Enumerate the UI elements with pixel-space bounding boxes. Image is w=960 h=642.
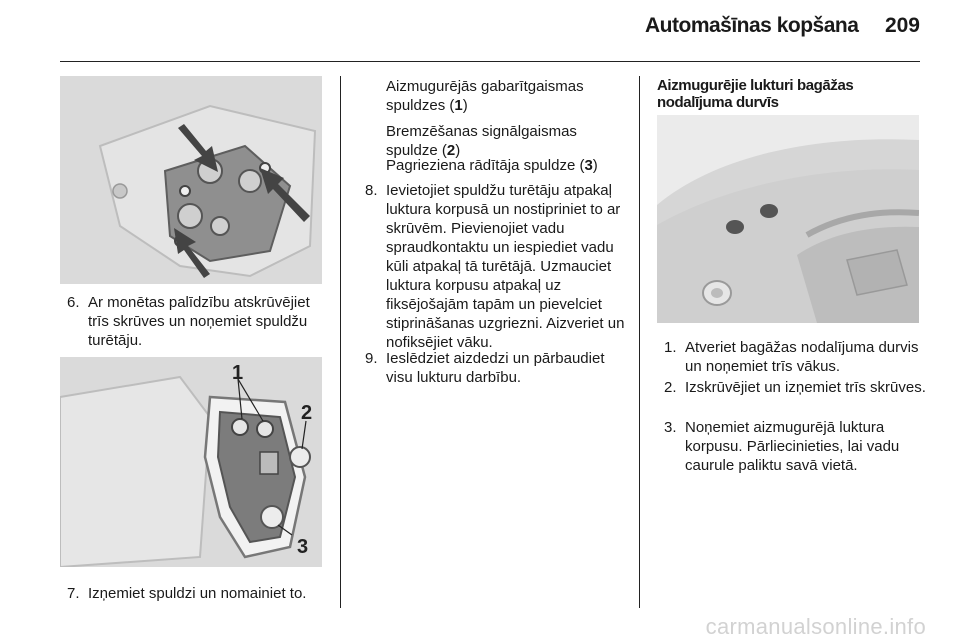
step-7 bbox=[67, 584, 335, 603]
header-rule bbox=[60, 61, 920, 62]
column-divider-left bbox=[340, 76, 341, 608]
step-right-1-text: Atveriet bagāžas nodalījuma durvis un noņemiet trīs vākus. bbox=[685, 339, 919, 375]
bulb-label-1: 1 bbox=[232, 362, 244, 384]
step-right-2 bbox=[664, 378, 926, 397]
section-heading: Aizmugurējie lukturi bagāžas nodalījuma durvīs bbox=[657, 77, 854, 111]
figure-tailgate-interior bbox=[657, 115, 919, 323]
step-6-number: 6. bbox=[67, 294, 80, 311]
figure-bulb-positions-illustration bbox=[60, 357, 322, 567]
bulb-description-2: Bremzēšanas signālgaismas spuldze (2) bbox=[386, 123, 577, 159]
bulb-label-2: 2 bbox=[301, 402, 313, 424]
step-right-2-text: Izskrūvējiet un izņemiet trīs skrūves. bbox=[685, 379, 926, 396]
step-9 bbox=[365, 349, 633, 387]
step-6 bbox=[67, 293, 329, 350]
figure-bulb-positions bbox=[60, 357, 322, 567]
step-8 bbox=[365, 181, 633, 352]
site-watermark: carmanualsonline.info bbox=[705, 614, 926, 639]
step-right-1 bbox=[664, 338, 926, 376]
page-number: 209 bbox=[884, 14, 920, 37]
step-9-number: 9. bbox=[365, 350, 378, 367]
bulb-description-3: Pagrieziena rādītāja spuldze (3) bbox=[386, 157, 598, 174]
chapter-title: Automašīnas kopšana bbox=[645, 14, 859, 37]
bulb-label-3: 3 bbox=[297, 536, 309, 558]
step-7-text: Izņemiet spuldzi un nomainiet to. bbox=[88, 585, 307, 602]
step-9-text: Ieslēdziet aizdedzi un pārbaudiet visu lukturu darbību. bbox=[386, 350, 605, 386]
step-right-3-number: 3. bbox=[664, 419, 677, 436]
step-right-3-text: Noņemiet aizmugurējā luktura korpusu. Pārliecinieties, lai vadu caurule paliktu savā vietā. bbox=[685, 419, 900, 474]
step-7-number: 7. bbox=[67, 585, 80, 602]
step-right-3 bbox=[664, 418, 926, 475]
step-8-text: Ievietojiet spuldžu turētāju atpakaļ luktura korpusā un nostipriniet to ar skrūvēm. Pievienojiet vadu spraudkontaktu un iespiediet vadu kūli atpakaļ tā turētājā. Uzmauciet luktura korpusu atpakaļ uz fiksējošajām tapām un pievelciet stiprināšanas uzgriezni. Aizveriet un nofiksējiet vāku. bbox=[386, 182, 625, 351]
step-8-number: 8. bbox=[365, 182, 378, 199]
bulb-description-1: Aizmugurējās gabarītgaismas spuldzes (1) bbox=[386, 78, 584, 114]
column-divider-right bbox=[639, 76, 640, 608]
figure-bulb-holder-screws bbox=[60, 76, 322, 284]
step-6-text: Ar monētas palīdzību atskrūvējiet trīs skrūves un noņemiet spuldžu turētāju. bbox=[88, 294, 310, 349]
step-right-2-number: 2. bbox=[664, 379, 677, 396]
figure-bulb-holder-screws-illustration bbox=[60, 76, 322, 284]
figure-tailgate-interior-illustration bbox=[657, 115, 919, 323]
step-right-1-number: 1. bbox=[664, 339, 677, 356]
